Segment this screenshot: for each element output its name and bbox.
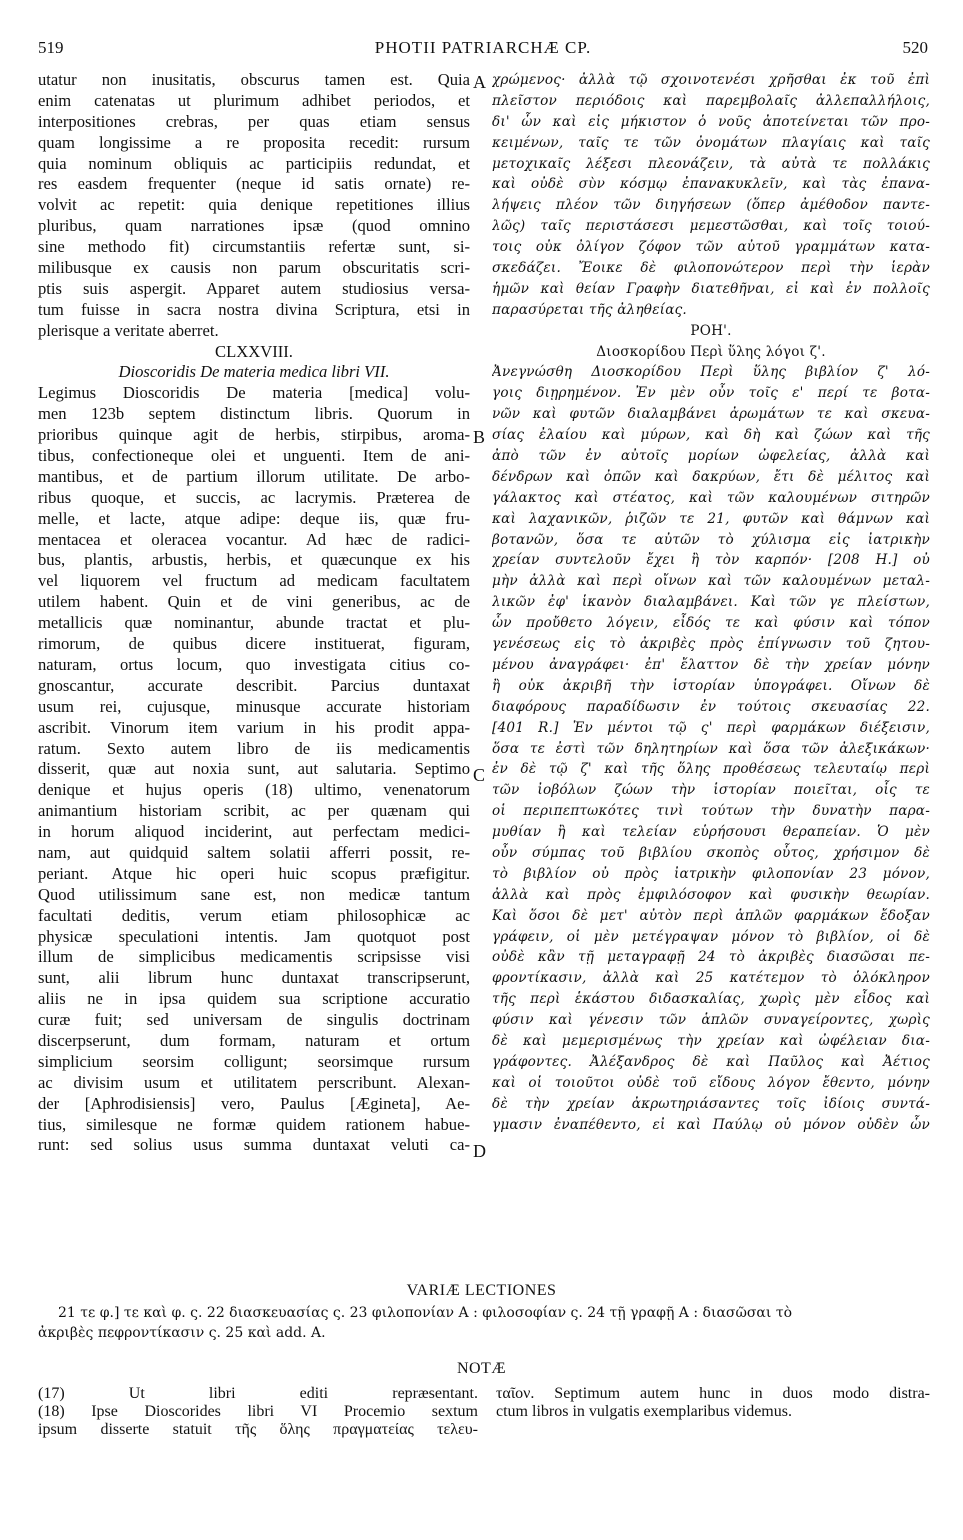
greek-text-line: μὴν ἀλλὰ καὶ περὶ οἴνων καὶ τῶν καλουμένων μεταλ- xyxy=(492,573,930,590)
variae-lectiones-block xyxy=(38,1303,928,1343)
latin-text-line: milibusque ex causis non parum obscuritatis scri- xyxy=(38,258,470,278)
note-line: ταῖον. Septimum autem hunc in duos modo distra- xyxy=(496,1385,930,1402)
notae-right-column xyxy=(496,1385,930,1421)
latin-text-line: ac divisim usum et utilitatem perscribunt. Alexan- xyxy=(38,1072,470,1092)
note-line: ctum libros in vulgatis exemplaribus videmus. xyxy=(496,1403,792,1420)
greek-text-line: σκεδάζει. Ἔοικε δὲ φιλοπονώτερον περὶ τὴν ἱερὰν xyxy=(492,260,930,277)
latin-text-line: quia nominum obliquis ac participiis redundat, et xyxy=(38,153,470,173)
running-title: PHOTII PATRIARCHÆ CP. xyxy=(374,38,592,57)
latin-text-line: interpositiones crebras, per quas etiam sensus xyxy=(38,111,470,131)
latin-text-line: mantibus, et de partium illorum utilitate. De arbo- xyxy=(38,466,470,486)
latin-text-line: ratum. Sexto autem libro de iis medicamentis xyxy=(38,738,470,758)
greek-text-line: οὖν σύμπας τοῦ βιβλίου σκοπὸς οὗτος, χρήσιμον δὲ xyxy=(492,844,930,861)
latin-text-line: discerpserunt, dum formam, naturam et ortum xyxy=(38,1030,470,1050)
greek-text-line: φροντίκασιν, ἀλλὰ καὶ 25 κατέτεμον τὸ ὁλόκληρον xyxy=(492,970,930,987)
greek-text-line: καὶ οἱ τοιοῦτοι οὐδὲ τοῦ εἴδους λόγον ἔθεντο, μόνην xyxy=(492,1074,930,1091)
greek-text-line: μυθίαν ἢ καὶ τελείαν εὑρήσουσι θεραπείαν. Ὁ μὲν xyxy=(492,824,930,841)
greek-text-line: λικῶν ἐφ' ἱκανὸν διαλαμβάνει. Καὶ τῶν γε πλείστων, xyxy=(492,594,930,611)
greek-text-line: τοις οὐκ ὀλίγον ζόφον τῶν αὐτοῦ γραμμάτων κατα- xyxy=(492,239,930,256)
latin-text-line: pluribus, quam narrationes ipsæ (quod omnino xyxy=(38,216,470,236)
latin-text-line: physicæ speculationi intentis. Jam quotquot post xyxy=(38,926,470,946)
latin-text-line: aliis ne in ipsa quidem sua scriptione accuratio xyxy=(38,989,470,1009)
greek-text-line: πλεῖστον περιόδοις καὶ παρεμβολαῖς ἀλλεπαλλήλοις, xyxy=(492,92,930,109)
greek-text-line: χρώμενος· ἀλλὰ τῷ σχοινοτενέσι χρῆσθαι ἐκ τοῦ ἐπὶ xyxy=(492,72,930,88)
latin-text-line: der [Aphrodisiensis] vero, Paulus [Ægineta], Ae- xyxy=(38,1093,470,1113)
notae-left-column xyxy=(38,1385,478,1439)
greek-text-line: χρείαν συντελοῦν ἔχει ἢ τὸν καρπόν· [208 H.] οὐ xyxy=(492,552,930,569)
latin-text-line: metallicis quæ nominantur, abunde tractat et plu- xyxy=(38,613,470,633)
latin-text-line: simplicium seorsim colligunt; seorsimque rursum xyxy=(38,1051,470,1071)
greek-text-line: ἀλλὰ καὶ πρὸς ἐμφιλόσοφον καὶ φυσικὴν θεωρίαν. xyxy=(492,886,930,903)
greek-text-line: Ἀνεγνώσθη Διοσκορίδου Περὶ ὕλης βιβλίον ζ' λό- xyxy=(492,364,930,381)
latin-text-line: curæ fuit; sed universam de singulis doctrinam xyxy=(38,1010,470,1030)
greek-text-line: δὲ τὴν χρείαν ἀκρωτηριάσαντες τοῖς ἰδίοις συντά- xyxy=(492,1095,930,1112)
variae-line: 21 τε φ.] τε καὶ φ. ς. 22 διασκευασίας ς. 23 φιλοπονίαν A : φιλοσοφίαν ς. 24 τῇ γραφῇ A : διασῶσαι τὸ xyxy=(58,1305,793,1321)
margin-letter-b: B xyxy=(473,427,486,447)
greek-text-line: τῆς περὶ ἑκάστου διδασκαλίας, χωρὶς μὲν εἶδος καὶ xyxy=(492,991,930,1008)
latin-text-line: ribus quoque, et succis, ac lacrymis. Præterea de xyxy=(38,487,470,507)
greek-text-block-2 xyxy=(492,362,930,1135)
greek-text-line: ἀπὸ τῶν ἐν αὐτοῖς μορίων ὠφελείας, ἀλλὰ καὶ xyxy=(492,448,930,465)
latin-text-line: utatur non inusitatis, obscurus tamen est. Quia xyxy=(38,70,470,89)
latin-text-line: facultati deditis, verum etiam philosophicæ ac xyxy=(38,905,470,925)
latin-text-line: ptis suis aspergit. Apparet autem studiosius versa- xyxy=(38,278,470,298)
greek-text-line: ἐν δὲ τῷ ζ' καὶ τῆς ὅλης προθέσεως τελευταίῳ περὶ xyxy=(492,761,930,778)
latin-text-line: ascribit. Vinorum item varium in his prodit appa- xyxy=(38,717,470,737)
latin-text-line: gnoscantur, accurate describit. Parcius duntaxat xyxy=(38,675,470,695)
greek-text-line: γράφειν, οἱ μὲν μετέγραψαν μόνον τὸ βιβλίον, οἱ δὲ xyxy=(492,928,930,945)
note-line: (18) Ipse Dioscorides libri VI Procemio sextum xyxy=(38,1403,478,1420)
greek-text-line: δὲ καὶ μεμερισμένως τὴν χρείαν καὶ ὠφέλειαν δια- xyxy=(492,1032,930,1049)
latin-text-line: naturam, ortus locum, quo investigata citius co- xyxy=(38,654,470,674)
margin-letter-c: C xyxy=(473,765,486,785)
note-line: (17) Ut libri editi repræsentant. xyxy=(38,1385,478,1402)
greek-text-line: Καὶ ὅσοι δὲ μετ' αὐτὸν περὶ ἁπλῶν φαρμάκων ἔδοξαν xyxy=(492,907,930,924)
greek-text-line: λῶς) ταῖς περιστάσεσι μεμεστῶσθαι, καὶ τοῖς τοιού- xyxy=(492,218,930,235)
greek-text-line: ἢ οὐκ ἀκριβῆ τὴν ἱστορίαν ὑπογράφει. Οἴνων δὲ xyxy=(492,677,930,694)
latin-text-line: usum rei, cujusque, minusque accurate historiam xyxy=(38,696,470,716)
notae-title: NOTÆ xyxy=(456,1360,507,1377)
latin-text-line: volvit ac repetit: quia denique repetitiones illius xyxy=(38,195,470,215)
running-header xyxy=(38,38,928,60)
latin-text-line: disserit, quæ aut noxia sunt, aut salutaria. Septimo xyxy=(38,759,470,779)
greek-text-block-1 xyxy=(492,70,930,321)
latin-text-line: tius, similesque ne formæ quidem rationem habue- xyxy=(38,1114,470,1134)
latin-text-line: periant. Atque hic operi huic scopus præfigitur. xyxy=(38,863,470,883)
greek-chapter-heading: ΡΟΗ'. xyxy=(690,322,732,339)
greek-text-line: ὧν προὔθετο λόγειν, εἶδός τε καὶ φύσιν καὶ τόπον xyxy=(492,615,930,632)
latin-text-line: Quod utilissimum sane est, non medicæ tantum xyxy=(38,884,470,904)
margin-letter-d: D xyxy=(473,1141,486,1161)
latin-chapter-subheading: Dioscoridis De materia medica libri VII. xyxy=(118,362,390,382)
greek-text-line: μένου ἀναγράφει· ἐπ' ἔλαττον δὲ τὴν χρείαν μόνην xyxy=(492,656,930,673)
greek-text-line: νῶν καὶ φυτῶν διαλαμβάνει ἀρωμάτων τε καὶ σκευα- xyxy=(492,406,930,423)
greek-text-line: βοτανῶν, ὅσα τε αὐτῶν τὸ χύλισμα εἰς ἰατρικὴν xyxy=(492,531,930,548)
latin-text-line: prioribus quinque agit de herbis, stirpibus, aroma- xyxy=(38,425,470,445)
latin-column xyxy=(38,70,470,1156)
greek-text-line: γράφοντες. Ἀλέξανδρος δὲ καὶ Παῦλος καὶ Ἀέτιος xyxy=(492,1053,930,1070)
greek-text-line: σίας ἐλαίου καὶ μύρων, καὶ δὴ καὶ ζώων καὶ τῆς xyxy=(492,427,930,444)
latin-text-line: Legimus Dioscoridis De materia [medica] volu- xyxy=(38,383,470,403)
note-line: ipsum disserte statuit τῆς ὅλης πραγματείας τελευ- xyxy=(38,1421,478,1438)
latin-text-block-1 xyxy=(38,70,470,342)
latin-text-line: tum fuisse in sacra nostra divina Scriptura, etsi in xyxy=(38,299,470,319)
page-number-left: 519 xyxy=(38,38,64,57)
greek-text-line: λήψεις πλέον τῶν διηγήσεων (ὅπερ ἀμέθοδον παντε- xyxy=(492,197,930,214)
latin-text-line: mentacea et oleracea vocantur. Ad hæc de radici- xyxy=(38,529,470,549)
greek-text-line: οὐδὲ κἂν τῇ μεταγραφῇ 24 τὸ ἀκριβὲς διασῶσαι πε- xyxy=(492,949,930,966)
latin-text-block-2 xyxy=(38,383,470,1156)
latin-text-line: sunt, alii librum hunc duntaxat transcripserunt, xyxy=(38,968,470,988)
latin-text-line: illum de simplicibus medicamentis scripsisse visi xyxy=(38,947,470,967)
latin-text-line: vel liquorem vel fructum ad medicam facultatem xyxy=(38,571,470,591)
latin-text-line: rimorum, de quibus dicere instituerat, figuram, xyxy=(38,634,470,654)
greek-text-line: δένδρων καὶ ὀπῶν καὶ δακρύων, ἔτι δὲ μέλιτος καὶ xyxy=(492,468,930,485)
greek-chapter-subheading: Διοσκορίδου Περὶ ὕλης λόγοι ζ'. xyxy=(596,343,826,360)
latin-text-line: res easdem frequenter (neque id satis ornate) re- xyxy=(38,174,470,194)
latin-text-line: enim catenatas ut plurimum adhibet periodos, et xyxy=(38,90,470,110)
greek-text-line: γοις διῃρημένον. Ἐν μὲν οὖν τοῖς ε' περί τε βοτα- xyxy=(492,385,930,402)
greek-text-line: δι' ὧν καὶ εἰς μήκιστον ὁ νοῦς ἀποτείνεται τῶν προ- xyxy=(492,113,930,130)
greek-text-line: ἡμῶν καὶ θείαν Γραφὴν διατεθῆναι, εἰ καὶ ἐν πολλοῖς xyxy=(492,280,930,297)
greek-text-line: τῶν ἰοβόλων ζώων τὴν ἱστορίαν ποιεῖται, οἷς τε xyxy=(492,782,930,799)
variae-line: ἀκριβὲς πεφροντίκασιν ς. 25 καὶ add. A. xyxy=(38,1325,326,1341)
latin-text-line: tibus, confectioneque olei et unguenti. Item de ani- xyxy=(38,446,470,466)
latin-text-line: bus, plantis, arbustis, herbis, et quæcunque ex his xyxy=(38,550,470,570)
latin-text-line: animantium historiam scribit, ac per quænam qui xyxy=(38,801,470,821)
greek-text-line: μετοχικαῖς λέξεσι πλεονάζειν, τὰ αὐτὰ τε πολλάκις xyxy=(492,155,930,172)
greek-text-line: κειμένων, ταῖς τε τῶν ὀνομάτων πλαγίαις καὶ ταῖς xyxy=(492,134,930,151)
latin-text-line: in horum aliquod inciderint, aut perfectam medici- xyxy=(38,822,470,842)
page-number-right: 520 xyxy=(902,38,928,57)
latin-text-line: quam longissime a re proposita recedit: rursum xyxy=(38,132,470,152)
latin-text-line: men 123b septem distinctum libris. Quorum in xyxy=(38,404,470,424)
latin-text-line: plerisque a veritate aberret. xyxy=(38,320,219,340)
greek-text-line: διαφόρους παραδίδωσιν ἐν τούτοις σκευασίας 22. xyxy=(492,698,930,715)
latin-text-line: melle, et lacte, atque adipe: deque iis, quæ fru- xyxy=(38,508,470,528)
greek-text-line: φύσιν καὶ γένεσιν τῶν ἁπλῶν συναγείροντες, χωρὶς xyxy=(492,1012,930,1029)
latin-text-line: nam, aut quidquid saltem solatii afferri possit, re- xyxy=(38,842,470,862)
greek-text-line: γάλακτος καὶ στέατος, καὶ τῶν καλουμένων σιτηρῶν xyxy=(492,489,930,506)
margin-letter-a: A xyxy=(473,72,486,92)
greek-text-line: καὶ οὐδὲ σὺν κόσμῳ ἐπανακυκλεῖν, καὶ τὰς ἐπανα- xyxy=(492,176,930,193)
variae-lectiones-title: VARIÆ LECTIONES xyxy=(406,1282,557,1299)
greek-text-line: γμασιν ἐναπέθεντο, εἰ καὶ Παύλῳ οὐ μόνον οὐδὲν ὧν xyxy=(492,1116,930,1133)
greek-text-line: παρασύρεται τῆς ἀληθείας. xyxy=(492,301,687,318)
latin-chapter-heading: CLXXVIII. xyxy=(215,341,293,361)
latin-text-line: denique et hujus operis (18) ultimo, venenatorum xyxy=(38,780,470,800)
greek-text-line: καὶ λαχανικῶν, ῥιζῶν τε 21, φυτῶν καὶ θάμνων καὶ xyxy=(492,510,930,527)
greek-text-line: τὸ βιβλίον οὐ πρὸς ἰατρικὴν φιλοπονίαν 23 μόνον, xyxy=(492,865,930,882)
latin-text-line: sine methodo fit) circumstantiis refertæ sunt, si- xyxy=(38,237,470,257)
greek-text-line: ὅσα τε ἐστὶ τῶν δηλητηρίων καὶ ὅσα τῶν ἀλεξικάκων· xyxy=(492,740,930,757)
greek-text-line: οἱ περιπεπτωκότες τινὶ τούτων τὴν δυνατὴν παρα- xyxy=(492,803,930,820)
greek-text-line: γενέσεως εἰς τὸ ἀκριβὲς πρὸς ἐπίγνωσιν τοῦ ζητου- xyxy=(492,636,930,653)
greek-column xyxy=(492,70,930,1135)
latin-text-line: utilem habent. Quin et de vini generibus, ac de xyxy=(38,592,470,612)
latin-text-line: runt: sed solius usus summa duntaxat veluti ca- xyxy=(38,1135,470,1155)
greek-text-line: [401 R.] Ἐν μέντοι τῷ ς' περὶ φαρμάκων διέξεισιν, xyxy=(492,719,930,736)
